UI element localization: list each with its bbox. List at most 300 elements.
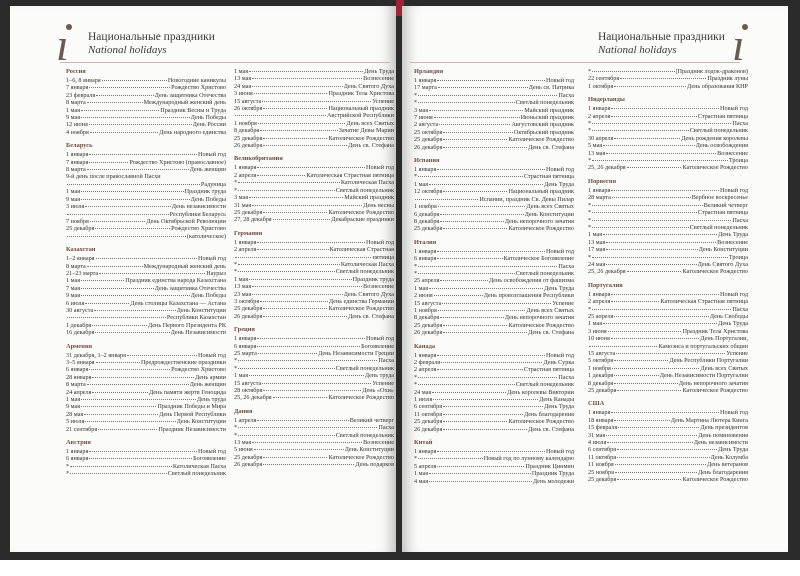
dot-leader (92, 325, 147, 326)
holiday-date: 2 апреля (588, 298, 611, 306)
dot-leader (603, 234, 717, 235)
header-divider (60, 62, 390, 63)
dot-leader (611, 116, 697, 117)
holiday-date: * (234, 268, 238, 276)
holiday-name: Праздник Тела Христова (328, 90, 394, 98)
country-block (588, 68, 748, 90)
holiday-name: День «Охи» (362, 387, 394, 395)
holiday-name: День Независимости (170, 329, 226, 337)
dot-leader (437, 251, 545, 252)
dot-leader (443, 191, 507, 192)
holiday-name: Пасха (558, 262, 574, 270)
dot-leader (437, 258, 502, 259)
holiday-row (588, 357, 748, 364)
page-title-ru: Национальные праздники (598, 31, 725, 43)
holiday-row (234, 83, 394, 90)
holiday-row (414, 92, 574, 99)
holiday-date: 1–6, 8 января (66, 77, 101, 84)
holiday-name: День Святого Духа (343, 82, 394, 90)
holiday-date: 25 декабря (414, 418, 443, 426)
holiday-row (234, 246, 394, 253)
holiday-date: 2 апреля (234, 171, 257, 179)
dot-leader (589, 346, 657, 347)
holiday-date: 15 августа (234, 97, 262, 105)
dot-leader (273, 219, 331, 220)
holiday-row (234, 439, 394, 446)
holiday-row (66, 159, 226, 166)
holiday-name: День Октябрьской Революции (146, 217, 226, 225)
holiday-name: Пасха (732, 216, 748, 224)
holiday-row (414, 255, 574, 262)
dot-leader (443, 139, 507, 140)
holiday-date: 22 сентября (588, 75, 620, 83)
holiday-name: День св. Патрика (528, 84, 574, 92)
holiday-date: * (414, 269, 418, 277)
holiday-row (414, 366, 574, 373)
holiday-date: 1 октября (588, 82, 614, 90)
holiday-row (66, 181, 226, 188)
holiday-name: Успение (372, 97, 394, 105)
holiday-name: День провозглашения Республики (483, 292, 574, 300)
dot-leader (592, 309, 731, 310)
holiday-name: День Конституции (176, 418, 226, 426)
holiday-date: 1 мая (414, 470, 429, 478)
holiday-name: Успение (552, 299, 574, 307)
holiday-date: 1 января (588, 186, 611, 194)
holiday-name: День единства Германии (328, 297, 394, 305)
dot-leader (249, 375, 364, 376)
holiday-name: Вознесение (717, 149, 748, 157)
holiday-name: Вознесение (717, 238, 748, 246)
holiday-row (234, 298, 394, 305)
holiday-name: Страстная пятница (697, 209, 748, 217)
country-block (588, 282, 748, 395)
holiday-date: 7 января (66, 84, 89, 92)
holiday-date: 25 декабря (234, 208, 263, 216)
dot-leader (443, 325, 507, 326)
holiday-date: 4 июля (588, 439, 607, 447)
holiday-date: * (66, 462, 70, 470)
holiday-date: * (234, 260, 238, 268)
holiday-name: Новый год (366, 238, 394, 246)
holiday-name: День королевы Виктории (507, 388, 574, 396)
holiday-name: Светлый понедельник (335, 186, 394, 194)
holiday-row (588, 380, 748, 387)
dot-leader (606, 264, 696, 265)
holiday-date: 25 декабря (588, 387, 617, 395)
holiday-date: 7 ноября (66, 217, 89, 225)
holiday-date: 15 августа (588, 350, 616, 357)
holiday-row (588, 298, 748, 305)
dot-leader (592, 130, 689, 131)
holiday-date: 25 декабря (66, 225, 95, 233)
dot-leader (612, 197, 691, 198)
holiday-row (66, 99, 226, 106)
holiday-date: 1 января (414, 77, 437, 84)
holiday-name: Новый год (546, 77, 574, 84)
holiday-date: * (234, 424, 238, 432)
holiday-row (414, 218, 574, 225)
holiday-row (414, 129, 574, 136)
holiday-date: * (588, 157, 592, 165)
holiday-name: Праздник Независимости (158, 425, 226, 433)
country-block (234, 230, 394, 320)
holiday-name: Рождество Христово (171, 366, 226, 374)
holiday-date: 1–2 января (66, 255, 95, 263)
dot-leader (441, 362, 542, 363)
holiday-date: 21–23 марта (66, 269, 99, 277)
holiday-row (414, 203, 574, 210)
holiday-row (66, 366, 226, 373)
holiday-name: День Победы (190, 195, 226, 203)
holiday-date: 3 июня (234, 90, 253, 98)
holiday-date: 28 января (66, 373, 92, 381)
dot-leader (249, 197, 343, 198)
holiday-name: Наурыз (206, 269, 226, 277)
dot-leader (432, 392, 506, 393)
holiday-name: Светлый понедельник (515, 269, 574, 277)
holiday-name: Пасха (378, 357, 394, 365)
holiday-date: 1 мая (234, 372, 249, 380)
holiday-date: 27, 28 декабря (234, 216, 272, 224)
dot-leader (614, 383, 677, 384)
holiday-row (234, 105, 394, 112)
country-block (234, 68, 394, 149)
holiday-date: 9 мая (66, 195, 81, 203)
holiday-row (234, 194, 394, 201)
dot-leader (418, 176, 523, 177)
holiday-row (414, 285, 574, 292)
holiday-date: 25 декабря (234, 305, 263, 313)
holiday-row (234, 365, 394, 372)
dot-leader (238, 182, 340, 183)
holiday-date: 1 января (234, 238, 257, 246)
holiday-row (234, 216, 394, 223)
holiday-date: * (414, 455, 418, 463)
country-block (414, 157, 574, 233)
holiday-name: Страстная пятница (697, 112, 748, 120)
dot-leader (92, 392, 148, 393)
holiday-date: 28 мая (66, 410, 84, 418)
dot-leader (81, 191, 184, 192)
holiday-name: Католическое Рождество (328, 134, 394, 142)
holiday-name: Пасха (558, 373, 574, 381)
holiday-date: 6 января (234, 342, 257, 350)
holiday-date: 1 мая (66, 106, 81, 114)
holiday-name: Вознесение (363, 439, 394, 447)
holiday-date: * (414, 91, 418, 99)
holiday-date: 13 мая (234, 283, 252, 291)
holiday-name: Майский праздник (344, 194, 394, 202)
dot-leader (614, 375, 658, 376)
dot-leader (603, 323, 717, 324)
dot-leader (263, 457, 327, 458)
holiday-date: 24 мая (414, 388, 432, 396)
dot-leader (438, 206, 526, 207)
holiday-name: Новый год (198, 151, 226, 159)
holiday-row (414, 248, 574, 255)
dot-leader (592, 123, 731, 124)
holiday-date: 25 декабря (588, 476, 617, 484)
holiday-row (588, 424, 748, 431)
dot-leader (263, 316, 347, 317)
holiday-row (66, 418, 226, 425)
holiday-date: 2 апреля (588, 112, 611, 120)
holiday-name: Новый год (366, 335, 394, 343)
dot-leader (262, 101, 371, 102)
dot-leader (258, 353, 317, 354)
dot-leader (592, 227, 689, 228)
holiday-row (588, 350, 748, 357)
dot-leader (437, 466, 524, 467)
holiday-name: Католическое Рождество (682, 164, 748, 172)
dot-leader (437, 355, 545, 356)
holiday-date: 1 мая (588, 231, 603, 239)
holiday-name: День освобождения от фашизма (488, 277, 574, 285)
holiday-row (66, 77, 226, 84)
holiday-date: 9-й день после православной Пасхи (66, 173, 161, 181)
dot-leader (627, 167, 682, 168)
dot-leader (81, 110, 159, 111)
holiday-row (66, 455, 226, 462)
holiday-name: Октябрьский праздник (513, 128, 574, 136)
dot-leader (249, 71, 363, 72)
holiday-date: 1 мая (414, 284, 429, 292)
holiday-date: 1 января (414, 448, 437, 456)
holiday-name: Австрийской Республики (326, 112, 394, 120)
dot-leader (257, 346, 360, 347)
dot-leader (418, 384, 515, 385)
holiday-row (588, 313, 748, 320)
dot-leader (94, 310, 175, 311)
holiday-row (414, 173, 574, 180)
holiday-row (234, 120, 394, 127)
holiday-name: День молодежи (532, 477, 574, 485)
holiday-row (588, 135, 748, 142)
holiday-date: * (588, 201, 592, 209)
holiday-row (588, 417, 748, 424)
holiday-name: Новый год (720, 186, 748, 194)
page-header (88, 31, 215, 57)
dot-leader (84, 414, 158, 415)
holiday-row (66, 121, 226, 128)
holiday-name: Католическая Страстная пятница (660, 298, 748, 306)
holiday-row (588, 68, 748, 75)
holiday-name: День Труда (718, 320, 748, 328)
holiday-date: 8 марта (66, 381, 86, 389)
holiday-date: 1 мая (66, 396, 81, 404)
holiday-row (66, 329, 226, 336)
holiday-name: Августовский праздник (511, 121, 574, 129)
holiday-row (234, 261, 394, 268)
holiday-date: 13 мая (588, 238, 606, 246)
holiday-name: Камоэнса и португальских общин (658, 342, 748, 350)
dot-leader (238, 360, 377, 361)
holiday-date: * (588, 223, 592, 231)
holiday-row (66, 426, 226, 433)
holiday-name: День Святого Духа (697, 260, 748, 268)
holiday-name: День Независимости Греции (318, 350, 394, 357)
holiday-row (234, 372, 394, 379)
dot-leader (263, 145, 347, 146)
holiday-name: День Свободы (709, 312, 748, 320)
holiday-name: Пасха (558, 91, 574, 99)
holiday-date: * (588, 253, 592, 261)
dot-leader (437, 369, 523, 370)
country-block (414, 343, 574, 433)
holiday-row (66, 188, 226, 195)
holiday-row (588, 372, 748, 379)
holiday-date: 25 апреля (588, 312, 614, 320)
holiday-row (414, 329, 574, 336)
holiday-row (66, 285, 226, 292)
holiday-name: День Независимости Португалии (659, 372, 748, 380)
dot-leader (81, 280, 124, 281)
holiday-row (414, 403, 574, 410)
holiday-row (588, 439, 748, 446)
holiday-date: 1 апреля (234, 416, 257, 424)
dot-leader (429, 473, 531, 474)
holiday-name: Новогодние каникулы (167, 77, 226, 84)
holiday-row (414, 418, 574, 425)
holiday-date: 31 мая (588, 431, 606, 439)
holiday-name: День президентов (700, 424, 748, 432)
dot-leader (252, 294, 342, 295)
holiday-name: Католическое Рождество (508, 136, 574, 144)
holiday-row (588, 246, 748, 253)
holiday-date: 1 января (234, 335, 257, 343)
holiday-row (414, 211, 574, 218)
country-name: Италия (414, 238, 437, 246)
holiday-date: 9 мая (66, 114, 81, 122)
holiday-name: День Мартина Лютера Кинга (670, 416, 748, 424)
dot-leader (252, 286, 362, 287)
holiday-row (66, 166, 226, 173)
holiday-column-1 (66, 68, 226, 484)
holiday-date: 8 декабря (414, 217, 440, 225)
holiday-row (234, 291, 394, 298)
holiday-name: День св. Стефана (528, 143, 574, 151)
holiday-name: пятница (372, 253, 394, 261)
holiday-date: 2 февраля (414, 359, 441, 366)
dot-leader (89, 451, 197, 452)
dot-leader (607, 442, 692, 443)
holiday-row (414, 359, 574, 366)
country-name: Канада (414, 342, 436, 350)
dot-leader (617, 479, 681, 480)
country-block (588, 400, 748, 483)
holiday-row (588, 306, 748, 313)
holiday-row (588, 365, 748, 372)
holiday-name: День Труда (718, 446, 748, 454)
holiday-row (234, 179, 394, 186)
holiday-name: Католическое Богоявление (503, 255, 574, 263)
holiday-row (588, 105, 748, 112)
holiday-date: 6 июля (66, 299, 85, 307)
country-block (234, 326, 394, 402)
holiday-row (234, 335, 394, 342)
holiday-name: Новый год (546, 247, 574, 255)
holiday-name: Праздник труда (184, 188, 226, 196)
holiday-name: День Труда (544, 180, 574, 188)
dot-leader (252, 205, 362, 206)
country-name: Австрия (66, 439, 91, 447)
dot-leader (89, 87, 170, 88)
holiday-name: День Республики Португалии (669, 357, 748, 365)
holiday-row (588, 187, 748, 194)
dot-leader (606, 249, 697, 250)
holiday-row (588, 254, 748, 261)
dot-leader (616, 353, 725, 354)
holiday-name: Рождество Христово (православное) (129, 158, 226, 166)
holiday-row (588, 150, 748, 157)
info-icon: ı (732, 19, 745, 70)
holiday-date: * (588, 68, 592, 75)
holiday-row (234, 380, 394, 387)
holiday-row (234, 254, 394, 261)
holiday-name: День Первой Республики (159, 410, 226, 418)
holiday-date: * (234, 364, 238, 372)
holiday-date: 28 октября (234, 387, 263, 395)
holiday-name: Успение (726, 350, 748, 357)
info-icon: ı (56, 19, 69, 70)
holiday-name: Майский праздник (524, 106, 574, 114)
dot-leader (102, 80, 167, 81)
holiday-row (234, 357, 394, 364)
holiday-row (66, 277, 226, 284)
dot-leader (257, 242, 365, 243)
holiday-name: День Конституции (176, 306, 226, 314)
dot-leader (437, 169, 545, 170)
dot-leader (443, 429, 527, 430)
dot-leader (433, 399, 538, 400)
country-name: Великобритания (234, 155, 283, 163)
holiday-date: 9 мая (66, 403, 81, 411)
dot-leader (617, 457, 709, 458)
dot-leader (89, 124, 192, 125)
holiday-row (414, 77, 574, 84)
holiday-row (414, 426, 574, 433)
dot-leader (252, 78, 362, 79)
holiday-name: Новый год по лунному календарю (483, 455, 574, 463)
dot-leader (440, 221, 503, 222)
holiday-row (234, 432, 394, 439)
holiday-date: * (234, 431, 238, 439)
holiday-row (414, 455, 574, 462)
holiday-row (66, 129, 226, 136)
dot-leader (238, 368, 335, 369)
holiday-date: 31 декабря, 1–2 января (66, 351, 126, 359)
holiday-date: 25 декабря (414, 321, 443, 329)
holiday-row (234, 172, 394, 179)
dot-leader (96, 362, 140, 363)
holiday-name: Пасха (732, 305, 748, 313)
holiday-name: День Конституции (344, 446, 394, 454)
holiday-row (414, 196, 574, 203)
holiday-name: День Первого Президента РК (147, 321, 226, 329)
holiday-date: 30 августа (66, 306, 94, 314)
holiday-name: Июньский праздник (520, 114, 574, 122)
holiday-row (588, 461, 748, 468)
holiday-row (588, 469, 748, 476)
holiday-date: 25 декабря (234, 134, 263, 142)
dot-leader (70, 473, 167, 474)
dot-leader (98, 429, 157, 430)
dot-leader (442, 303, 551, 304)
holiday-row (588, 387, 748, 394)
holiday-date: * (234, 357, 238, 365)
holiday-row (234, 276, 394, 283)
